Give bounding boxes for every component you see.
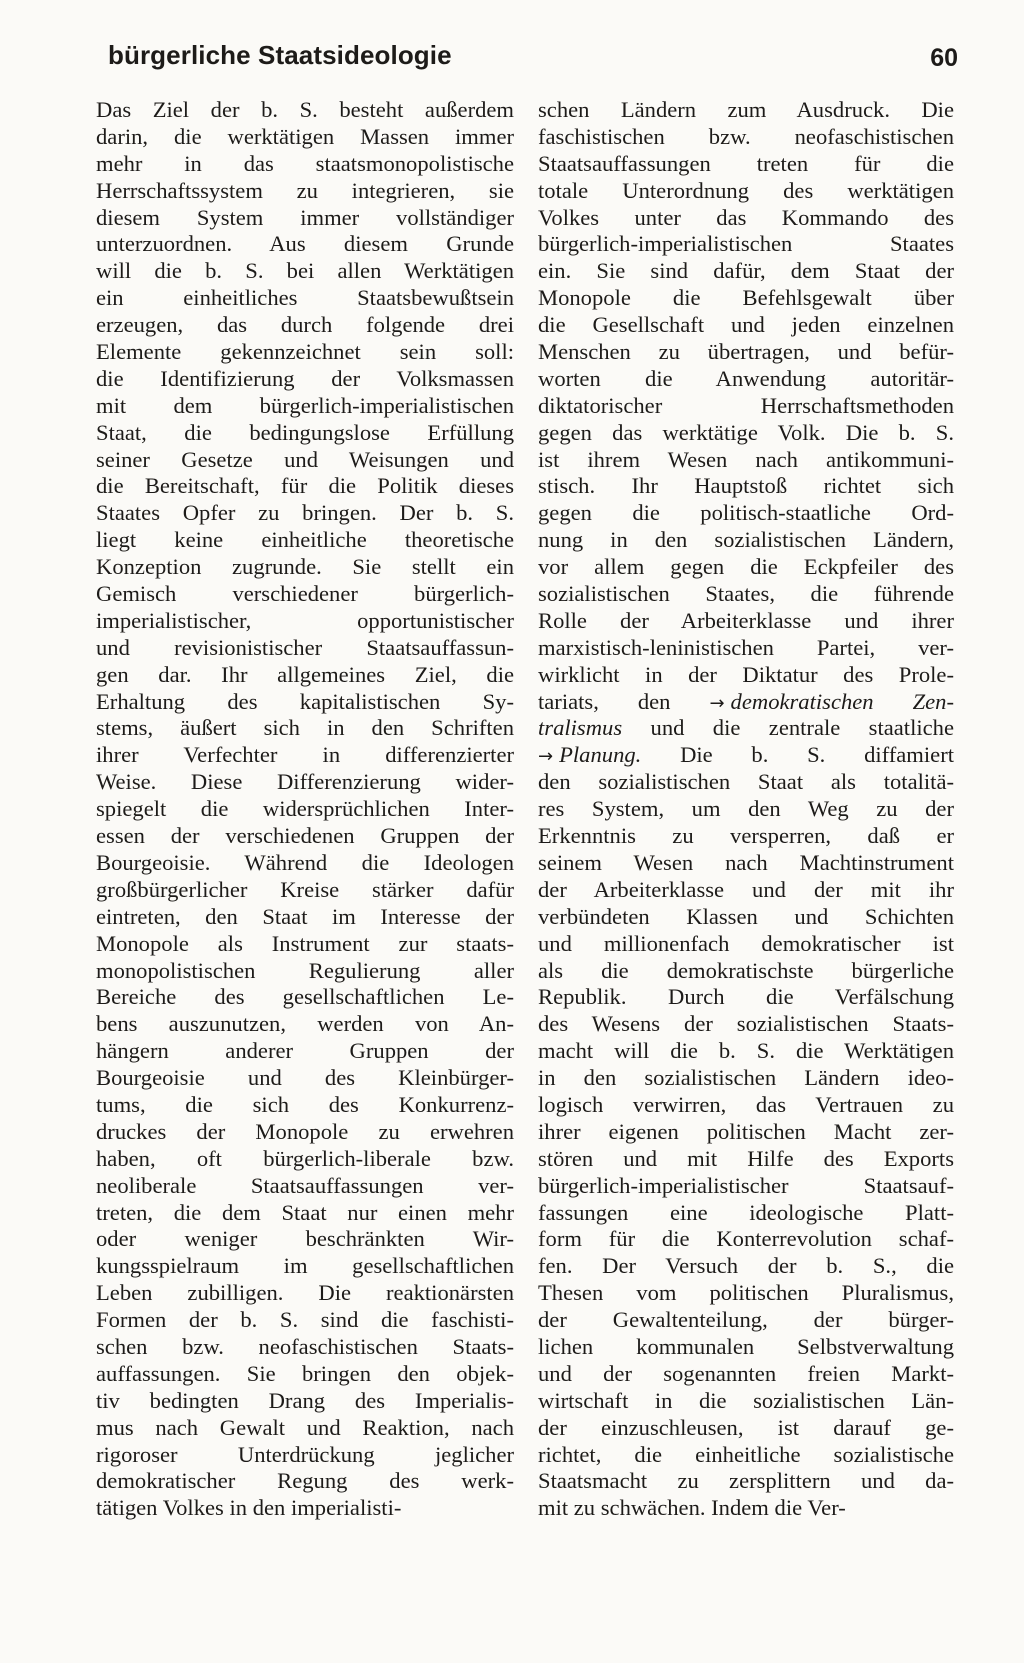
text-line: schen Ländern zum Ausdruck. Die [538, 97, 954, 122]
text-line: und revisionistischer Staatsauffassun- [96, 634, 514, 660]
text-line: ein einheitliches Staatsbewußtsein [96, 285, 514, 311]
text-line: großbürgerlicher Kreise stärker dafür [96, 876, 514, 902]
right-column-block-a [538, 97, 954, 689]
text-line: ihrer Verfechter in differenzierter [96, 742, 514, 768]
text-line [538, 715, 954, 742]
text-line: in den sozialistischen Ländern ideo- [538, 1065, 954, 1091]
text-line: essen der verschiedenen Gruppen der [96, 823, 514, 849]
text-line: Elemente gekennzeichnet sein soll: [96, 339, 514, 365]
text-line: unterzuordnen. Aus diesem Grunde [96, 231, 514, 257]
text-line: schen bzw. neofaschistischen Staats- [96, 1333, 514, 1359]
text-line: der Arbeiterklasse und der mit ihr [538, 876, 954, 902]
text-line: tätigen Volkes in den imperialisti- [96, 1495, 402, 1521]
text-line: mit zu schwächen. Indem die Ver- [538, 1495, 846, 1521]
text-line: kungsspielraum im gesellschaftlichen [96, 1253, 514, 1279]
cross-reference-term[interactable]: tralismus [538, 715, 623, 741]
running-head-title: bürgerliche Staatsideologie [108, 40, 452, 70]
text-line: mit dem bürgerlich-imperialistischen [96, 392, 514, 418]
text-line: Staat, die bedingungslose Erfüllung [96, 419, 514, 445]
text-line: Thesen vom politischen Pluralismus, [538, 1280, 954, 1306]
text-column-left [96, 97, 514, 1522]
text-line: will die b. S. bei allen Werktätigen [96, 258, 514, 284]
text-line: marxistisch-leninistischen Partei, ver- [538, 634, 954, 660]
page-number: 60 [930, 44, 958, 72]
text-line: die Identifizierung der Volksmassen [96, 365, 514, 391]
text-line: erzeugen, das durch folgende drei [96, 312, 514, 338]
text-line: Erkenntnis zu versperren, daß er [538, 823, 954, 849]
line-text: und die zentrale staatliche [650, 715, 954, 741]
text-line: gegen das werktätige Volk. Die b. S. [538, 419, 954, 445]
text-line: Rolle der Arbeiterklasse und ihrer [538, 607, 954, 633]
text-line: druckes der Monopole zu erwehren [96, 1118, 514, 1144]
text-line: Leben zubilligen. Die reaktionärsten [96, 1280, 514, 1306]
text-line: Herrschaftssystem zu integrieren, sie [96, 177, 514, 203]
text-line: bürgerlich-imperialistischen Staates [538, 231, 954, 257]
text-line: oder weniger beschränkten Wir- [96, 1226, 514, 1252]
text-line: Erhaltung des kapitalistischen Sy- [96, 688, 514, 714]
text-line: ist ihrem Wesen nach antikommuni- [538, 446, 954, 472]
text-line: Monopole als Instrument zur staats- [96, 930, 514, 956]
text-line: Menschen zu übertragen, und befür- [538, 339, 954, 365]
text-line: Konzeption zugrunde. Sie stellt ein [96, 554, 514, 580]
text-line: der einzuschleusen, ist darauf ge- [538, 1414, 954, 1440]
text-line: Bourgeoisie und des Kleinbürger- [96, 1065, 514, 1091]
cross-reference-term[interactable]: Planung. [559, 742, 642, 768]
text-line: monopolistischen Regulierung aller [96, 957, 514, 983]
text-line: Bourgeoisie. Während die Ideologen [96, 849, 514, 875]
text-line: Gemisch verschiedener bürgerlich- [96, 581, 514, 607]
text-line: Bereiche des gesellschaftlichen Le- [96, 984, 514, 1010]
text-line: tiv bedingten Drang des Imperialis- [96, 1387, 514, 1413]
text-line: neoliberale Staatsauffassungen ver- [96, 1172, 514, 1198]
text-line [538, 689, 954, 716]
text-line: haben, oft bürgerlich-liberale bzw. [96, 1145, 514, 1171]
text-line: macht will die b. S. die Werktätigen [538, 1038, 954, 1064]
text-line: ihrer eigenen politischen Macht zer- [538, 1118, 954, 1144]
text-line: darin, die werktätigen Massen immer [96, 123, 514, 149]
text-line: und millionenfach demokratischer ist [538, 930, 954, 956]
text-line: imperialistischer, opportunistischer [96, 607, 514, 633]
text-line: stören und mit Hilfe des Exports [538, 1145, 954, 1171]
text-line: als die demokratischste bürgerliche [538, 957, 954, 983]
text-line: bens auszunutzen, werden von An- [96, 1011, 514, 1037]
text-line: gen dar. Ihr allgemeines Ziel, die [96, 661, 514, 687]
text-line: und der sogenannten freien Markt- [538, 1360, 954, 1386]
text-line: liegt keine einheitliche theoretische [96, 527, 514, 553]
text-line: gegen die politisch-staatliche Ord- [538, 500, 954, 526]
text-line: logisch verwirren, das Vertrauen zu [538, 1091, 954, 1117]
text-line: spiegelt die widersprüchlichen Inter- [96, 796, 514, 822]
text-line: lichen kommunalen Selbstverwaltung [538, 1333, 954, 1359]
text-line: mus nach Gewalt und Reaktion, nach [96, 1414, 514, 1440]
text-line: Staatsmacht zu zersplittern und da- [538, 1468, 954, 1494]
text-line: eintreten, den Staat im Interesse der [96, 903, 514, 929]
text-line: fassungen eine ideologische Platt- [538, 1199, 954, 1225]
text-line: Weise. Diese Differenzierung wider- [96, 769, 514, 795]
line-text: tariats, den [538, 688, 671, 714]
text-line: treten, die dem Staat nur einen mehr [96, 1199, 514, 1225]
text-line: diesem System immer vollständiger [96, 204, 514, 230]
cross-reference-term[interactable]: demokratischen Zen- [730, 688, 954, 714]
text-line: sozialistischen Staates, die führende [538, 581, 954, 607]
page-header [108, 40, 958, 80]
text-line: den sozialistischen Staat als totalitä- [538, 769, 954, 795]
text-line: die Bereitschaft, für die Politik dieses [96, 473, 514, 499]
text-line: wirklicht in der Diktatur des Prole- [538, 661, 954, 687]
text-line: stems, äußert sich in den Schriften [96, 715, 514, 741]
text-line: verbündeten Klassen und Schichten [538, 903, 954, 929]
text-line: der Gewaltenteilung, der bürger- [538, 1307, 954, 1333]
text-line: faschistischen bzw. neofaschistischen [538, 123, 954, 149]
cross-reference-arrow-icon: → [709, 692, 725, 714]
text-line: Staatsauffassungen treten für die [538, 150, 954, 176]
text-line: demokratischer Regung des werk- [96, 1468, 514, 1494]
cross-reference-arrow-icon: → [538, 746, 554, 768]
text-line: res System, um den Weg zu der [538, 796, 954, 822]
text-line: diktatorischer Herrschaftsmethoden [538, 392, 954, 418]
text-line: auffassungen. Sie bringen den objek- [96, 1360, 514, 1386]
text-line: tums, die sich des Konkurrenz- [96, 1091, 514, 1117]
text-line: die Gesellschaft und jeden einzelnen [538, 312, 954, 338]
text-line: bürgerlich-imperialistischer Staatsauf- [538, 1172, 954, 1198]
text-line: Das Ziel der b. S. besteht außerdem [96, 97, 514, 122]
text-line: nung in den sozialistischen Ländern, [538, 527, 954, 553]
text-column-right [538, 97, 954, 1522]
text-line: seinem Wesen nach Machtinstrument [538, 849, 954, 875]
text-line: Staates Opfer zu bringen. Der b. S. [96, 500, 514, 526]
right-column-block-b [538, 769, 954, 1522]
text-line: vor allem gegen die Eckpfeiler des [538, 554, 954, 580]
text-line: worten die Anwendung autoritär- [538, 365, 954, 391]
text-line: stisch. Ihr Hauptstoß richtet sich [538, 473, 954, 499]
text-line: totale Unterordnung des werktätigen [538, 177, 954, 203]
text-line: des Wesens der sozialistischen Staats- [538, 1011, 954, 1037]
text-line: Volkes unter das Kommando des [538, 204, 954, 230]
text-line: rigoroser Unterdrückung jeglicher [96, 1441, 514, 1467]
text-line: ein. Sie sind dafür, dem Staat der [538, 258, 954, 284]
text-line [538, 742, 954, 769]
line-text: Die b. S. diffamiert [680, 742, 954, 768]
text-line: form für die Konterrevolution schaf- [538, 1226, 954, 1252]
text-line: Republik. Durch die Verfälschung [538, 984, 954, 1010]
text-line: richtet, die einheitliche sozialistische [538, 1441, 954, 1467]
text-line: hängern anderer Gruppen der [96, 1038, 514, 1064]
text-line: fen. Der Versuch der b. S., die [538, 1253, 954, 1279]
text-line: Formen der b. S. sind die faschisti- [96, 1307, 514, 1333]
text-line: Monopole die Befehlsgewalt über [538, 285, 954, 311]
text-line: mehr in das staatsmonopolistische [96, 150, 514, 176]
text-line: wirtschaft in die sozialistischen Län- [538, 1387, 954, 1413]
text-line: seiner Gesetze und Weisungen und [96, 446, 514, 472]
